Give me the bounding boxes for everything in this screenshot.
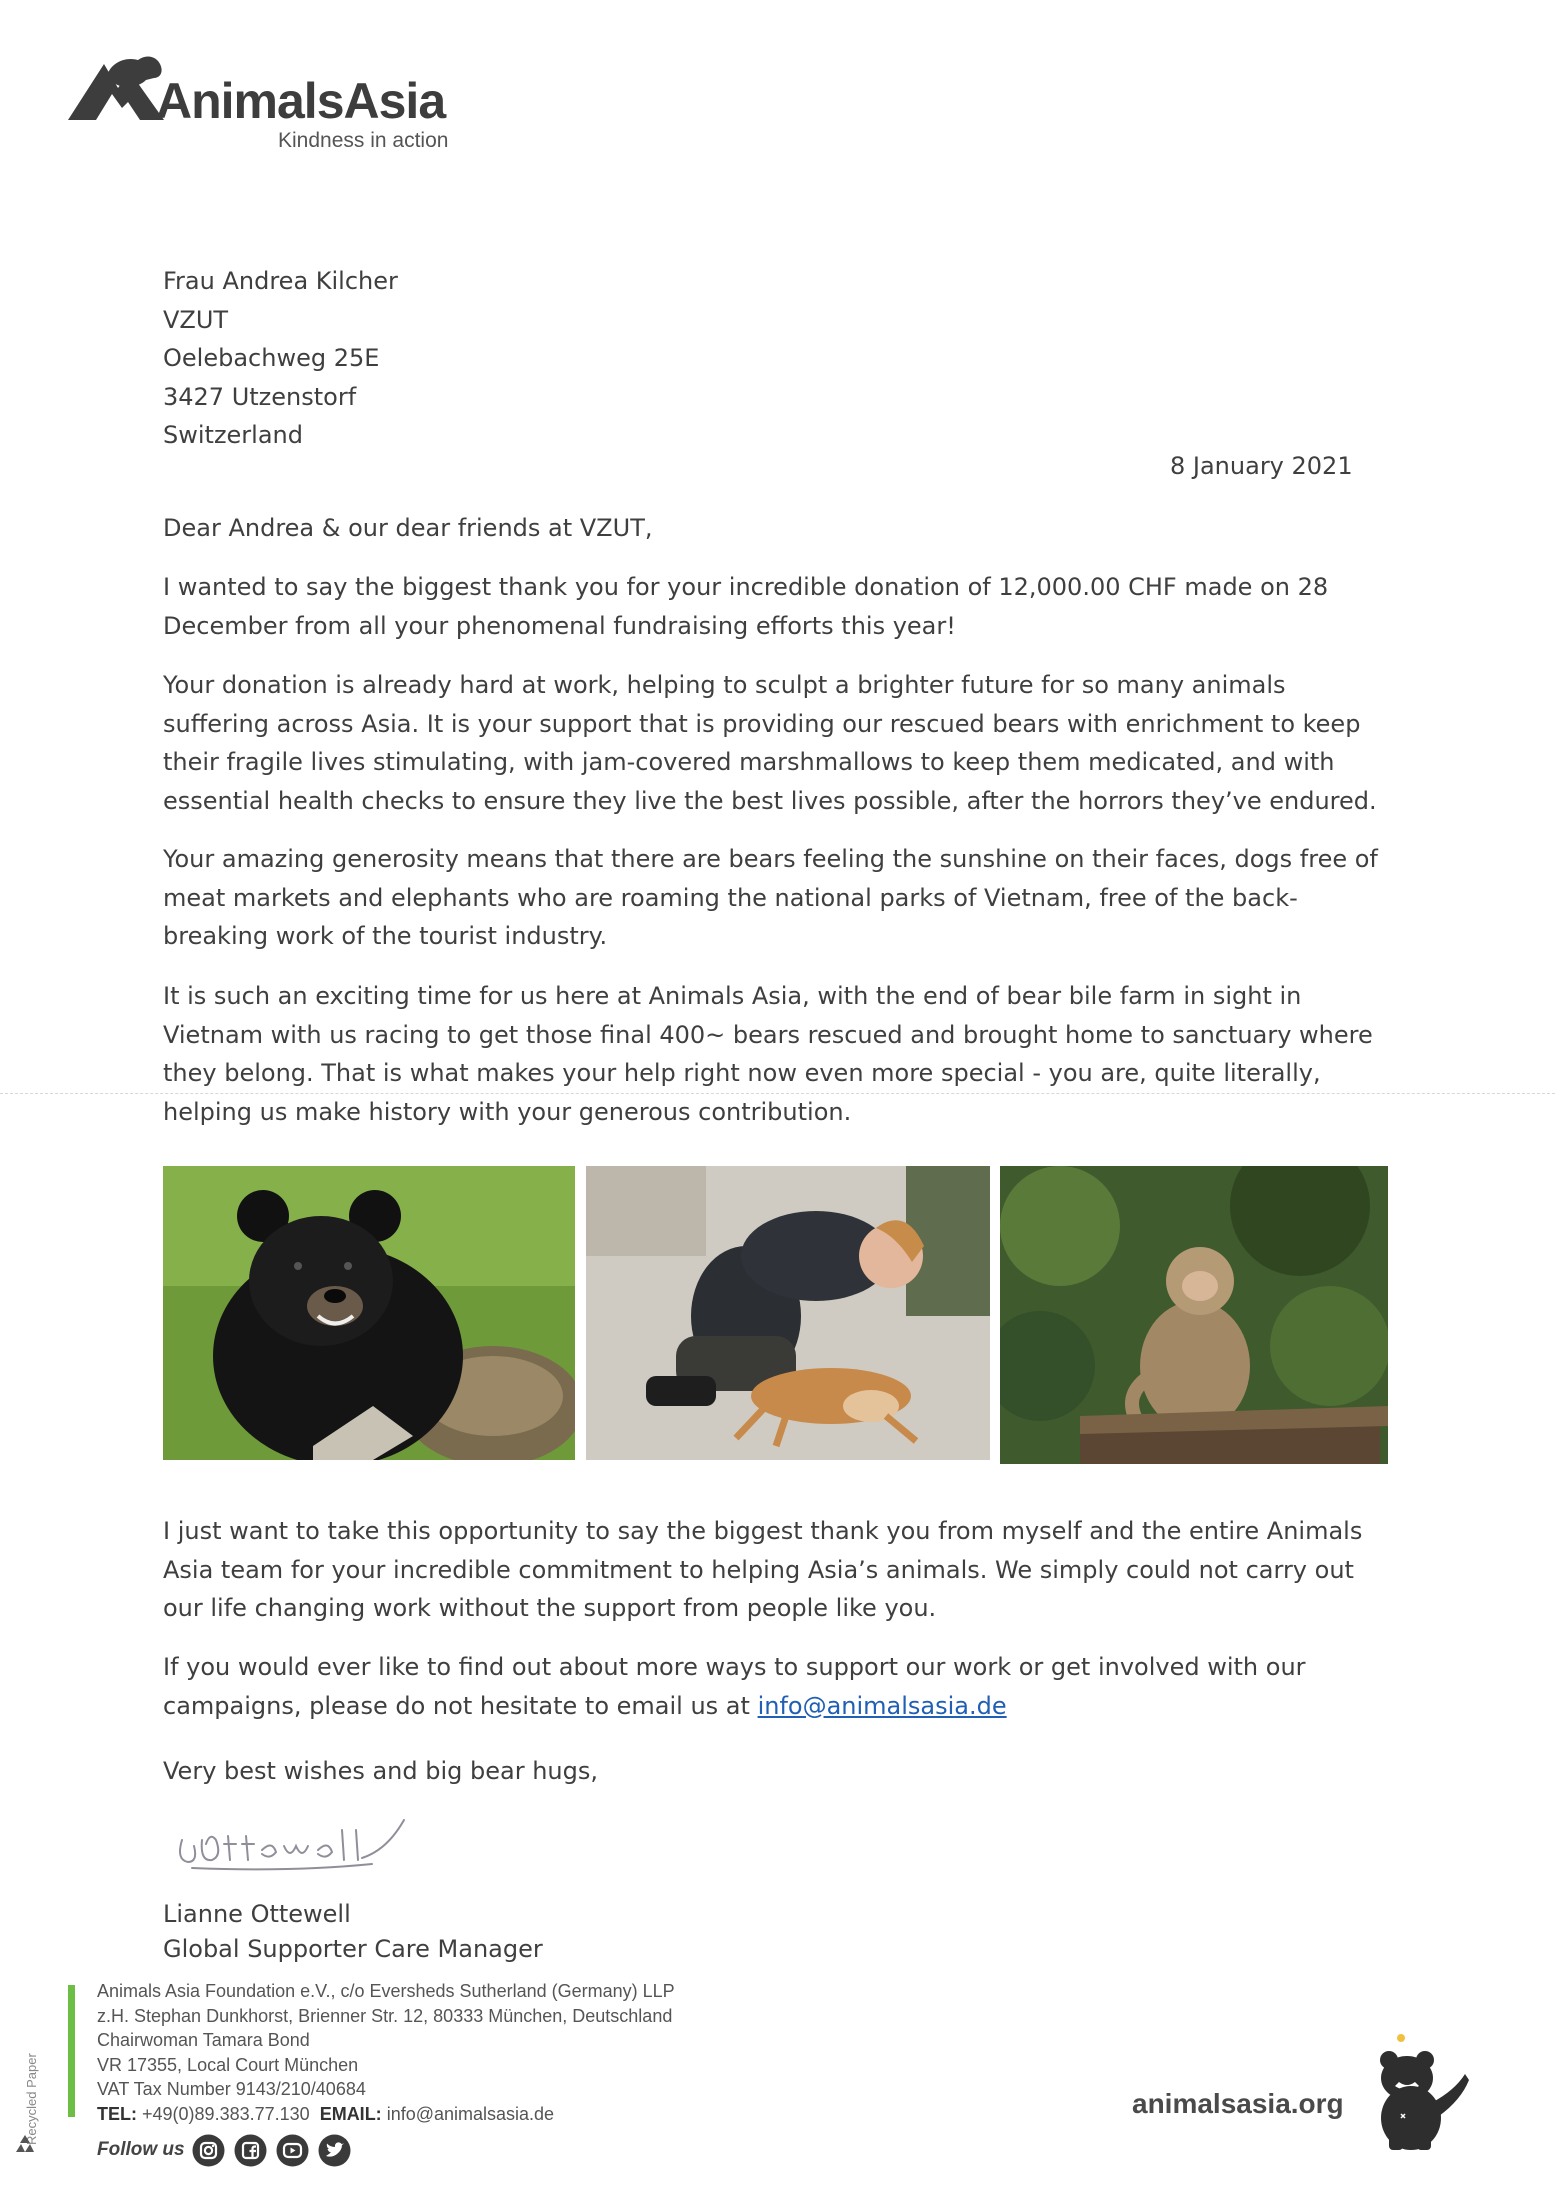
paragraph-line [163, 1687, 1363, 1726]
facebook-icon[interactable] [234, 2134, 267, 2167]
follow-us-label: Follow us [97, 2139, 185, 2160]
paragraph-line: essential health checks to ensure they live the best lives possible, after the horrors they’ve endured. [163, 786, 1377, 815]
footer-legal [97, 1979, 675, 2126]
handwritten-signature [172, 1810, 412, 1880]
signatory-name: Lianne Ottewell [163, 1900, 351, 1928]
footer-line: VR 17355, Local Court München [97, 2054, 359, 2075]
paragraph-commitment [163, 1512, 1363, 1628]
paragraph-line: their fragile lives stimulating, with jam-covered marshmallows to keep them medicated, and with [163, 748, 1335, 776]
paragraph-line: they belong. That is what makes your help right now even more special - you are, quite literally, [163, 1059, 1321, 1087]
contact-text: campaigns, please do not hesitate to email us at [163, 1691, 758, 1720]
dog-photo [586, 1166, 990, 1460]
email-label: EMAIL: [319, 2103, 382, 2124]
twitter-icon[interactable] [318, 2134, 351, 2167]
paragraph-line: Your donation is already hard at work, helping to sculpt a brighter future for so many animals [163, 671, 1286, 699]
footer-line: Chairwoman Tamara Bond [97, 2030, 310, 2050]
paragraph-bear-bile [163, 977, 1373, 1131]
tel-label: TEL: [97, 2103, 137, 2124]
paragraph-line: If you would ever like to find out about more ways to support our work or get involved with our [163, 1653, 1306, 1681]
fold-line [0, 1093, 1555, 1094]
recycle-icon [12, 2132, 38, 2158]
paragraph-line: breaking work of the tourist industry. [163, 922, 608, 950]
salutation: Dear Andrea & our dear friends at VZUT, [163, 514, 653, 542]
paragraph-contact [163, 1648, 1363, 1725]
monkey-photo [1000, 1166, 1388, 1464]
email-link[interactable]: info@animalsasia.de [757, 1691, 1007, 1720]
paragraph-line: Asia team for your incredible commitment to helping Asia’s animals. We simply could not carry out [163, 1555, 1354, 1584]
paragraph-line: meat markets and elephants who are roaming the national parks of Vietnam, free of the back- [163, 883, 1298, 912]
signatory-title: Global Supporter Care Manager [163, 1935, 543, 1963]
address-line: Oelebachweg 25E [163, 344, 380, 372]
paragraph-generosity [163, 840, 1378, 956]
website-url[interactable]: animalsasia.org [1132, 2088, 1344, 2119]
footer-accent-bar [68, 1985, 75, 2117]
paragraph-line: our life changing work without the support from people like you. [163, 1594, 937, 1622]
address-line: Frau Andrea Kilcher [163, 267, 398, 295]
paragraph-line: helping us make history with your generous contribution. [163, 1097, 852, 1126]
youtube-icon[interactable] [276, 2134, 309, 2167]
paragraph-line: suffering across Asia. It is your support that is providing our rescued bears with enrichment to keep [163, 709, 1361, 738]
address-line: 3427 Utzenstorf [163, 382, 357, 411]
paragraph-line: I wanted to say the biggest thank you for your incredible donation of 12,000.00 CHF made on 28 [163, 573, 1329, 601]
footer-line: VAT Tax Number 9143/210/40684 [97, 2079, 366, 2099]
instagram-icon[interactable] [192, 2134, 225, 2167]
recipient-address [163, 262, 398, 455]
closing: Very best wishes and big bear hugs, [163, 1757, 599, 1785]
recycled-paper-note [20, 2020, 50, 2150]
animals-asia-logo-icon [66, 50, 166, 122]
footer-line: z.H. Stephan Dunkhorst, Brienner Str. 12, 80333 München, Deutschland [97, 2005, 673, 2026]
paragraph-line: Your amazing generosity means that there are bears feeling the sunshine on their faces, dogs free of [163, 845, 1378, 873]
bear-mascot-icon [1375, 2030, 1471, 2150]
letter-date: 8 January 2021 [1170, 452, 1353, 480]
paragraph-line: I just want to take this opportunity to say the biggest thank you from myself and the entire Animals [163, 1517, 1363, 1545]
tel-number: +49(0)89.383.77.130 [142, 2103, 310, 2124]
paragraph-thanks [163, 568, 1363, 645]
address-line: VZUT [163, 305, 229, 334]
paragraph-line: It is such an exciting time for us here at Animals Asia, with the end of bear bile farm in sight in [163, 982, 1302, 1010]
bear-photo [163, 1166, 575, 1460]
address-line: Switzerland [163, 421, 303, 449]
brand-name: AnimalsAsia [156, 73, 446, 129]
footer-line: Animals Asia Foundation e.V., c/o Eversheds Sutherland (Germany) LLP [97, 1981, 675, 2001]
recycled-paper-text: Recycled Paper [24, 2053, 39, 2145]
footer-contact-line [97, 2102, 675, 2127]
brand-tagline: Kindness in action [278, 129, 449, 152]
paragraph-donation-impact [163, 666, 1377, 820]
paragraph-line: Vietnam with us racing to get those final 400~ bears rescued and brought home to sanctuary where [163, 1020, 1373, 1049]
footer-email[interactable]: info@animalsasia.de [386, 2103, 555, 2124]
paragraph-line: December from all your phenomenal fundraising efforts this year! [163, 611, 956, 640]
